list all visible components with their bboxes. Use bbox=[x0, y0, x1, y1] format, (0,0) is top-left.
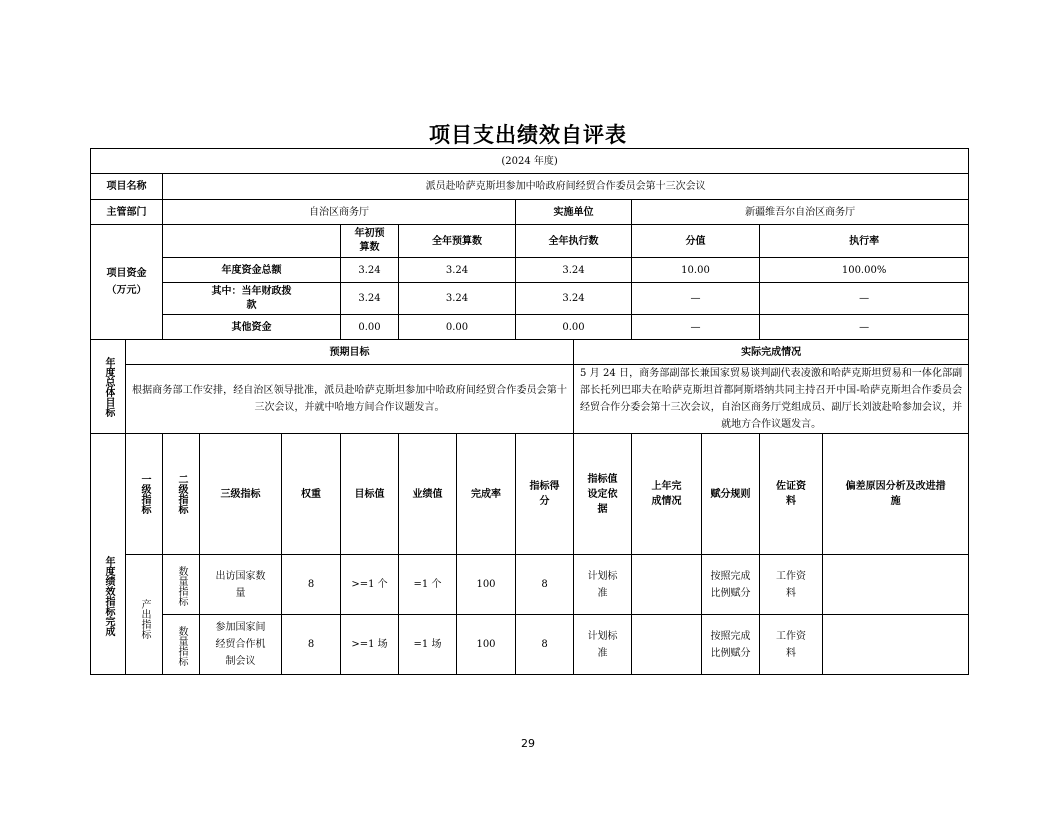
h-basis: 指标值 设定依 据 bbox=[574, 434, 632, 555]
impl-unit-value: 新疆维吾尔自治区商务厅 bbox=[632, 200, 969, 225]
total-full: 3.24 bbox=[399, 258, 516, 283]
h-performance: 业绩值 bbox=[399, 434, 457, 555]
fiscal-rate: — bbox=[760, 283, 969, 315]
level3-cell: 出访国家数 量 bbox=[200, 555, 282, 615]
deviation-cell bbox=[823, 615, 969, 675]
level2-cell: 数量指标 bbox=[163, 555, 200, 615]
indicator-row bbox=[91, 555, 969, 615]
row-total-label: 年度资金总额 bbox=[163, 258, 341, 283]
target-cell: >=1 个 bbox=[341, 555, 399, 615]
completion-cell: 100 bbox=[457, 555, 516, 615]
evidence-cell: 工作资 料 bbox=[760, 615, 823, 675]
last-year-cell bbox=[632, 615, 702, 675]
indicator-row bbox=[91, 615, 969, 675]
actual-status-text: 5 月 24 日，商务部副部长兼国家贸易谈判副代表凌激和哈萨克斯坦贸易和一体化部副部长托列巴耶夫在哈萨克斯坦首都阿斯塔纳共同主持召开中国-哈萨克斯坦合作委员会经贸合作分委会第十三次会议，自治区商务厅党组成员、副厅长刘波赴哈参加会议，并就地方合作议题发言。 bbox=[574, 365, 969, 434]
dept-label: 主管部门 bbox=[91, 200, 163, 225]
h-ind-score: 指标得 分 bbox=[516, 434, 574, 555]
h-level3: 三级指标 bbox=[200, 434, 282, 555]
last-year-cell bbox=[632, 555, 702, 615]
basis-cell: 计划标 准 bbox=[574, 615, 632, 675]
h-level1: 一级指标 bbox=[126, 434, 163, 555]
evidence-cell: 工作资 料 bbox=[760, 555, 823, 615]
score-cell: 8 bbox=[516, 615, 574, 675]
level1-output: 产出指标 bbox=[126, 555, 163, 675]
page-title: 项目支出绩效自评表 bbox=[429, 123, 627, 147]
other-full: 0.00 bbox=[399, 315, 516, 340]
performance-cell: =1 个 bbox=[399, 555, 457, 615]
rule-cell: 按照完成 比例赋分 bbox=[702, 615, 760, 675]
fiscal-full: 3.24 bbox=[399, 283, 516, 315]
h-completion: 完成率 bbox=[457, 434, 516, 555]
col-executed: 全年执行数 bbox=[516, 225, 632, 258]
h-evidence: 佐证资 料 bbox=[760, 434, 823, 555]
level2-cell: 数量指标 bbox=[163, 615, 200, 675]
total-rate: 100.00% bbox=[760, 258, 969, 283]
funds-header-blank bbox=[163, 225, 341, 258]
h-level2: 二级指标 bbox=[163, 434, 200, 555]
total-executed: 3.24 bbox=[516, 258, 632, 283]
performance-cell: =1 场 bbox=[399, 615, 457, 675]
fiscal-initial: 3.24 bbox=[341, 283, 399, 315]
fiscal-executed: 3.24 bbox=[516, 283, 632, 315]
indicator-section-label: 年度绩效指标完成 bbox=[91, 434, 126, 675]
funds-label: 项目资金 （万元） bbox=[91, 225, 163, 340]
expected-goal-text: 根据商务部工作安排，经自治区领导批准，派员赴哈萨克斯坦参加中哈政府间经贸合作委员会第十三次会议，并就中哈地方间合作议题发言。 bbox=[126, 365, 574, 434]
deviation-cell bbox=[823, 555, 969, 615]
h-target: 目标值 bbox=[341, 434, 399, 555]
row-other-label: 其他资金 bbox=[163, 315, 341, 340]
weight-cell: 8 bbox=[282, 615, 341, 675]
h-rule: 赋分规则 bbox=[702, 434, 760, 555]
other-rate: — bbox=[760, 315, 969, 340]
basis-cell: 计划标 准 bbox=[574, 555, 632, 615]
score-cell: 8 bbox=[516, 555, 574, 615]
actual-status-label: 实际完成情况 bbox=[574, 340, 969, 365]
project-name-label: 项目名称 bbox=[91, 174, 163, 200]
h-last-year: 上年完 成情况 bbox=[632, 434, 702, 555]
goal-section-label: 年度总体目标 bbox=[91, 340, 126, 434]
year-label: (2024 年度) bbox=[91, 149, 969, 174]
total-initial: 3.24 bbox=[341, 258, 399, 283]
h-weight: 权重 bbox=[282, 434, 341, 555]
row-fiscal-label: 其中：当年财政拨 款 bbox=[163, 283, 341, 315]
col-full-budget: 全年预算数 bbox=[399, 225, 516, 258]
col-score-value: 分值 bbox=[632, 225, 760, 258]
page-number: 29 bbox=[521, 737, 535, 750]
other-executed: 0.00 bbox=[516, 315, 632, 340]
project-name-value: 派员赴哈萨克斯坦参加中哈政府间经贸合作委员会第十三次会议 bbox=[163, 174, 969, 200]
other-score-value: — bbox=[632, 315, 760, 340]
target-cell: >=1 场 bbox=[341, 615, 399, 675]
fiscal-score-value: — bbox=[632, 283, 760, 315]
col-initial-budget: 年初预 算数 bbox=[341, 225, 399, 258]
col-exec-rate: 执行率 bbox=[760, 225, 969, 258]
weight-cell: 8 bbox=[282, 555, 341, 615]
other-initial: 0.00 bbox=[341, 315, 399, 340]
expected-goal-label: 预期目标 bbox=[126, 340, 574, 365]
h-deviation: 偏差原因分析及改进措 施 bbox=[823, 434, 969, 555]
completion-cell: 100 bbox=[457, 615, 516, 675]
impl-unit-label: 实施单位 bbox=[516, 200, 632, 225]
total-score-value: 10.00 bbox=[632, 258, 760, 283]
level3-cell: 参加国家间 经贸合作机 制会议 bbox=[200, 615, 282, 675]
performance-table bbox=[90, 148, 969, 675]
dept-value: 自治区商务厅 bbox=[163, 200, 516, 225]
rule-cell: 按照完成 比例赋分 bbox=[702, 555, 760, 615]
